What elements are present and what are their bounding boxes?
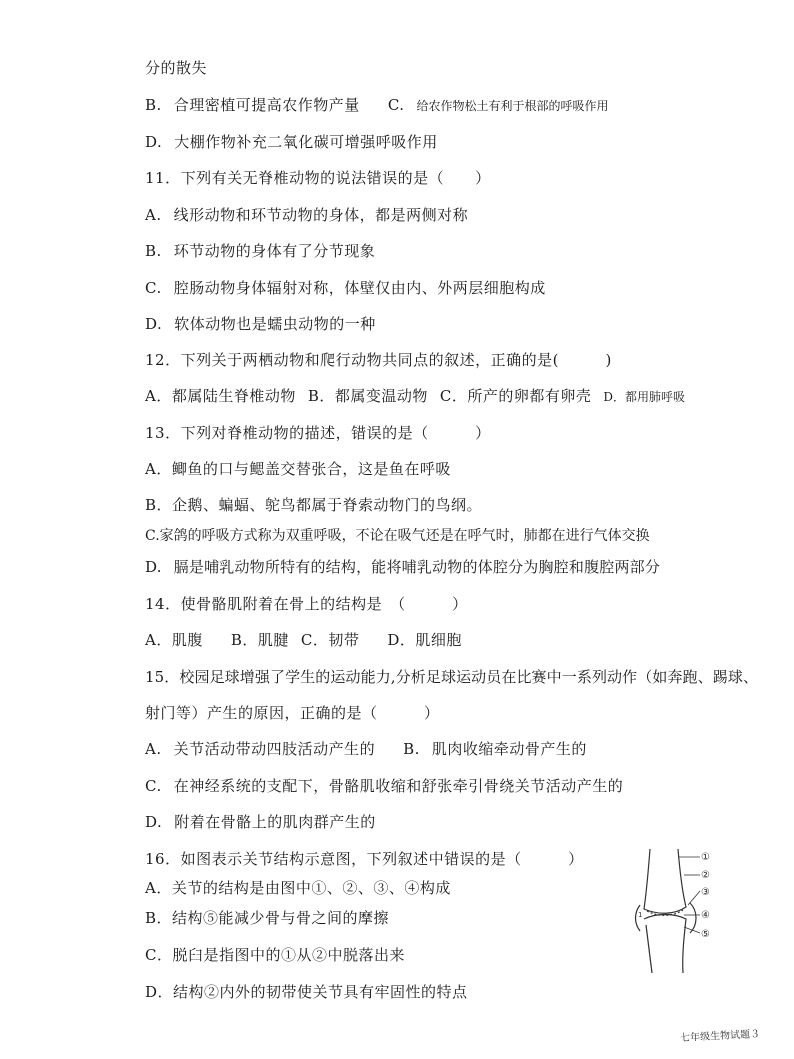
option-line: A. 线形动物和环节动物的身体，都是两侧对称 [145,206,469,224]
option-line: A．都属陆生脊椎动物 B．都属变温动物 C．所产的卵都有卵壳 D．都用肺呼吸 [145,387,685,405]
text-line: 分的散失 [145,59,208,77]
figure-label: ⑤ [701,929,710,940]
option-line: B．企鹅、蝙蝠、鸵鸟都属于脊索动物门的鸟纲。 [145,496,483,514]
page-footer: 七年级生物试题３ [679,1028,761,1045]
question-14: 14．使骨骼肌附着在骨上的结构是 （ ） [145,595,468,613]
svg-text:1: 1 [638,911,643,919]
option-line: A．鲫鱼的口与鳃盖交替张合，这是鱼在呼吸 [145,460,451,478]
option-line: A. 关节活动带动四肢活动产生的 B. 肌肉收缩牵动骨产生的 [145,740,587,758]
option-line: C.家鸽的呼吸方式称为双重呼吸，不论在吸气还是在呼气时，肺都在进行气体交换 [145,528,650,544]
question-12: 12．下列关于两栖动物和爬行动物共同点的叙述，正确的是( ) [145,351,612,369]
question-15: 15．校园足球增强了学生的运动能力,分析足球运动员在比赛中一系列动作（如奔跑、踢球、 [145,668,759,686]
option-line: B．结构⑤能减少骨与骨之间的摩擦 [145,909,390,927]
text-line: 射门等）产生的原因，正确的是（ ） [145,704,440,722]
option-line: C. 腔肠动物身体辐射对称，体壁仅由内、外两层细胞构成 [145,279,546,297]
option-line: A．关节的结构是由图中①、②、③、④构成 [145,879,451,897]
question-11: 11．下列有关无脊椎动物的说法错误的是（ ） [145,169,491,187]
figure-label: ① [701,852,710,863]
joint-diagram [628,845,728,975]
figure-label: ② [701,870,710,881]
option-line: C. 在神经系统的支配下，骨骼肌收缩和舒张牵引骨绕关节活动产生的 [145,777,624,795]
figure-label: ④ [701,910,710,921]
option-line: D. 附着在骨骼上的肌肉群产生的 [145,813,376,831]
option-line: D. 大棚作物补充二氧化碳可增强呼吸作用 [145,133,438,151]
option-line: D. 膈是哺乳动物所特有的结构，能将哺乳动物的体腔分为胸腔和腹腔两部分 [145,558,661,576]
option-line: B. 合理密植可提高农作物产量 C. 给农作物松土有利于根部的呼吸作用 [145,96,609,114]
question-16: 16．如图表示关节结构示意图，下列叙述中错误的是（ ） [145,850,584,868]
option-line: D. 软体动物也是蠕虫动物的一种 [145,315,376,333]
option-line: A．肌腹 B．肌腱 C．韧带 D．肌细胞 [145,631,462,649]
option-line: B. 环节动物的身体有了分节现象 [145,242,376,260]
figure-label: ③ [701,887,710,898]
option-line: C．脱臼是指图中的①从②中脱落出来 [145,946,405,964]
option-line: D．结构②内外的韧带使关节具有牢固性的特点 [145,983,468,1001]
question-13: 13．下列对脊椎动物的描述，错误的是（ ） [145,424,491,442]
